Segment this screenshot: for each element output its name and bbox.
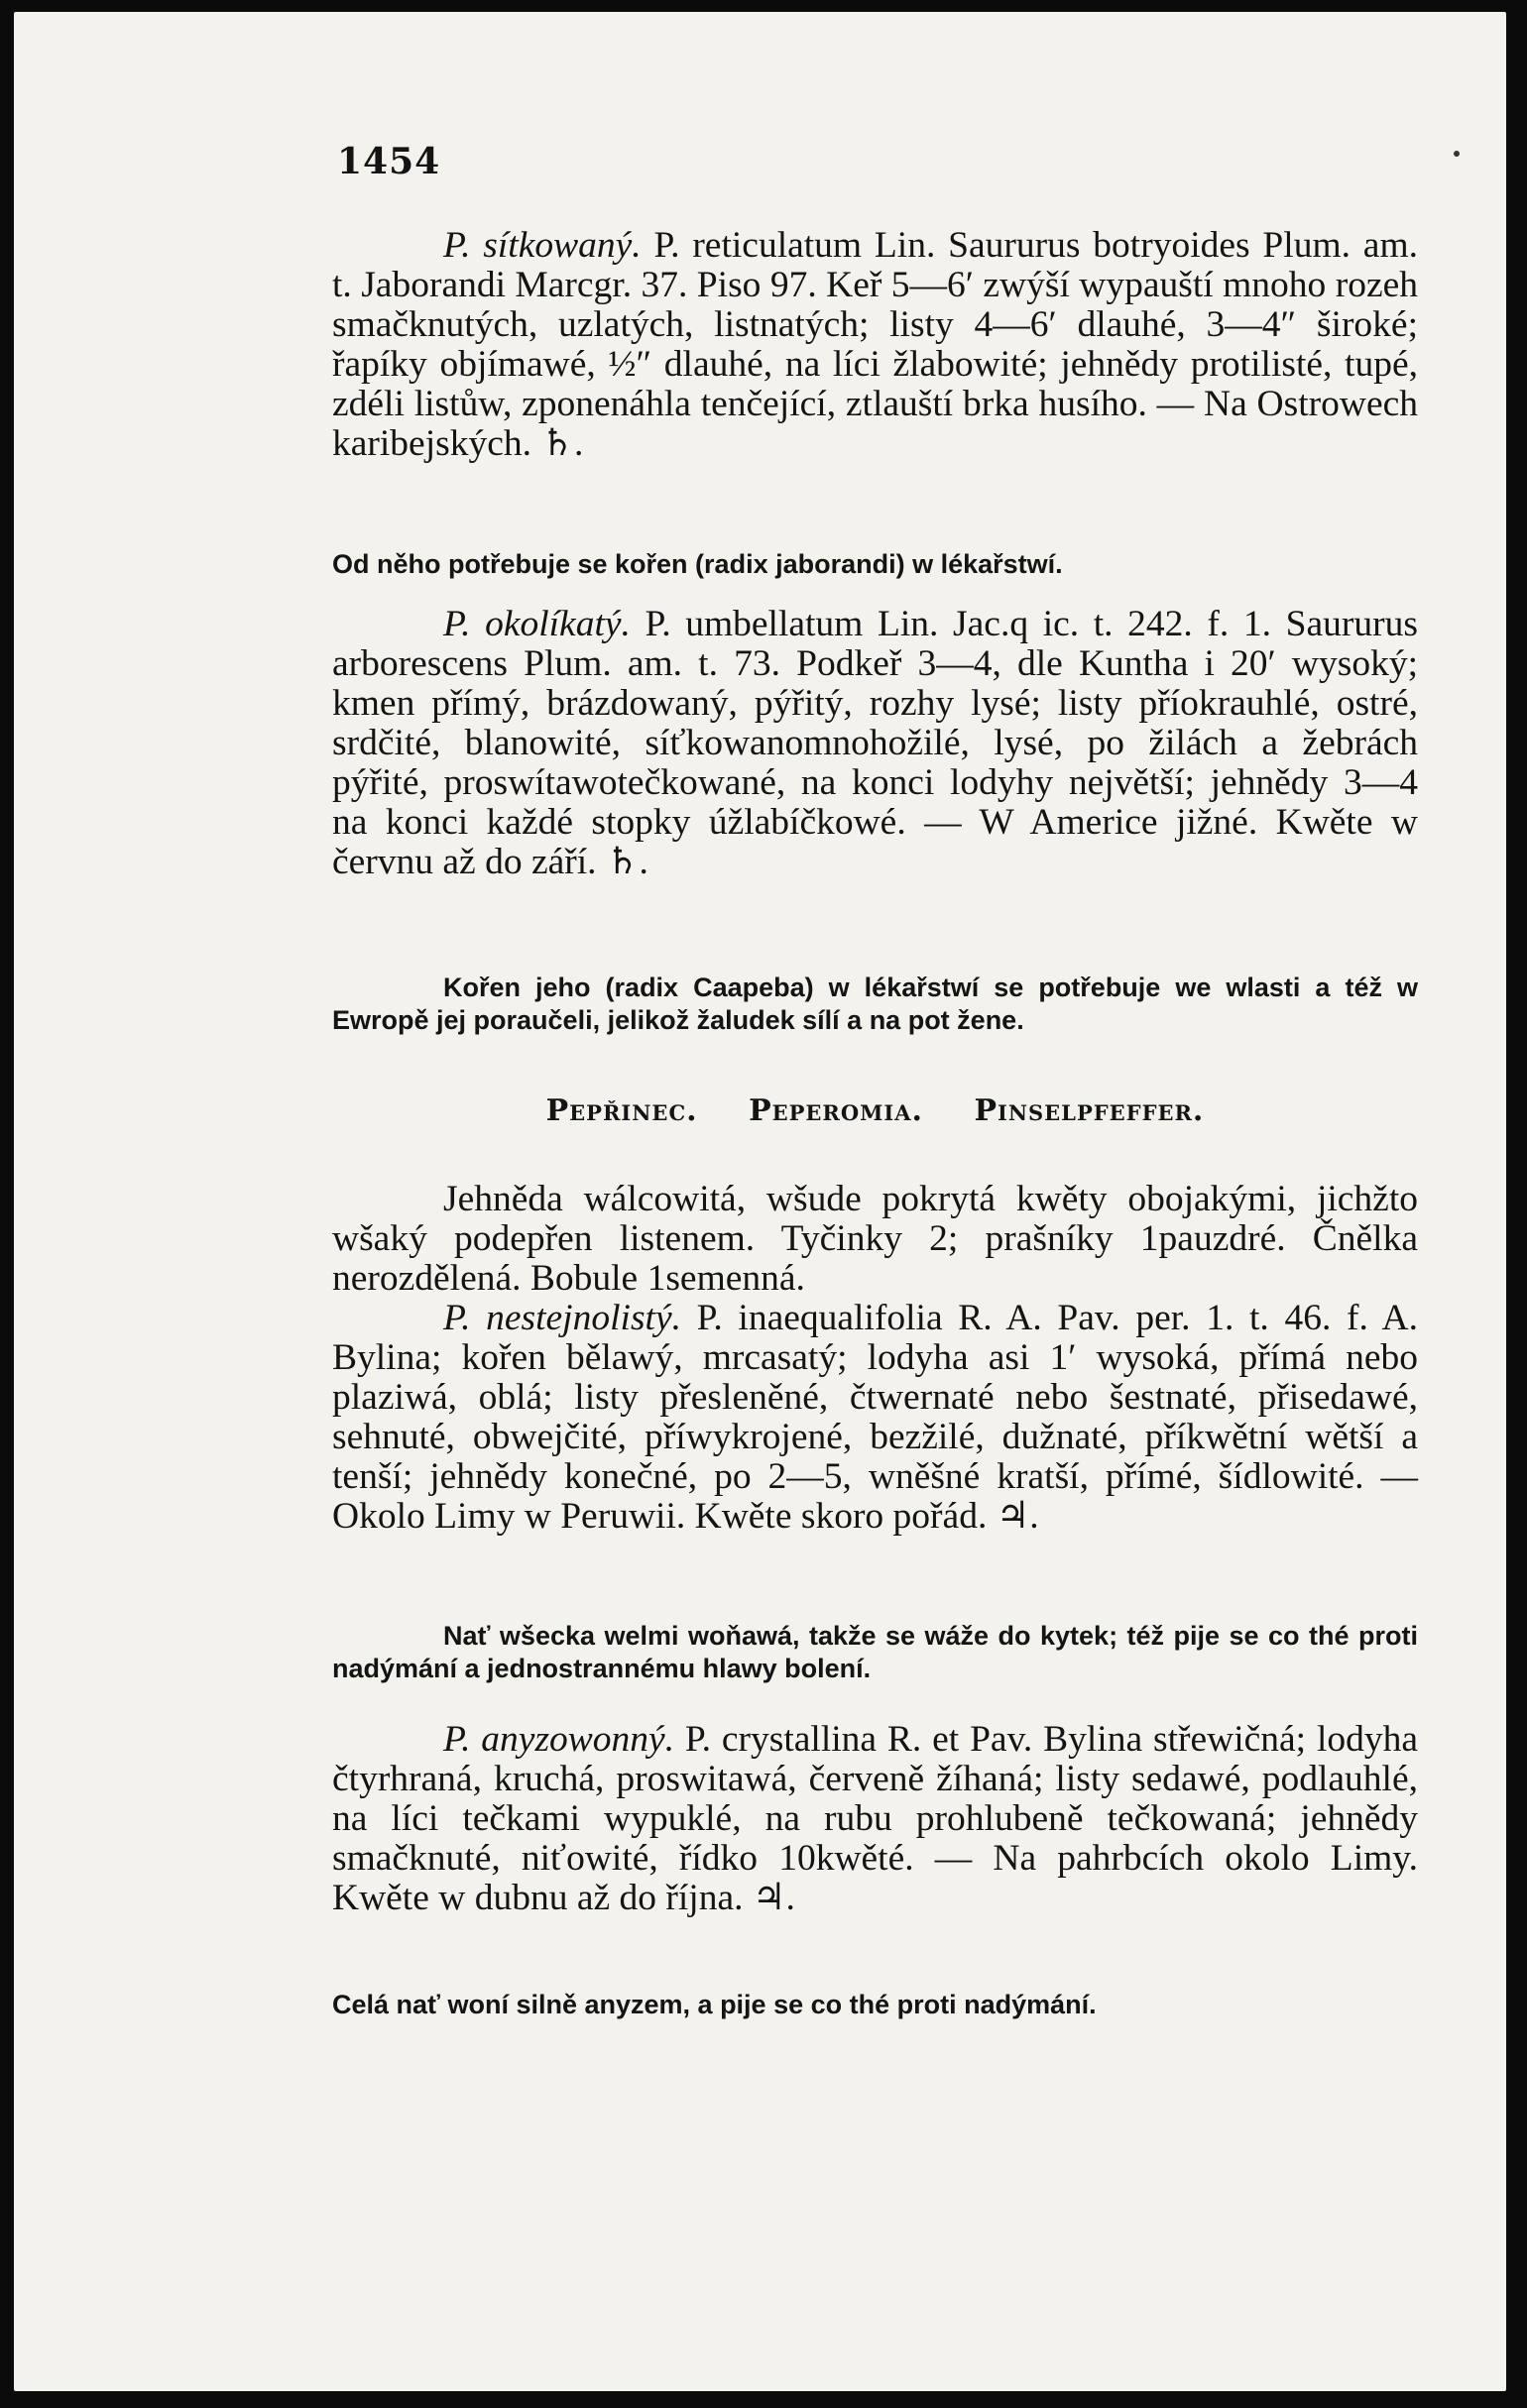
genus-german-name: Pinselpfeffer.	[974, 1093, 1205, 1128]
species-description: P. crystallina R. et Pav. Bylina střewičná; lodyha čtyrhraná, kruchá, proswitawá, červeně žíhaná; listy sedawé, podlauhlé, na líci tečkami wypuklé, na rubu prohlubeně tečkowaná; jehnědy smačknuté, niťowité, řídko 10kwěté. — Na pahrbcích okolo Limy. Kwěte w dubnu až do října. ♃.	[332, 1719, 1419, 1918]
species-entry-sitkowany	[332, 226, 1418, 464]
species-entry-nestejnolisty	[332, 1299, 1418, 1537]
species-name: P. sítkowaný.	[443, 225, 642, 266]
usage-note-text: Kořen jeho (radix Caapeba) w lékařstwí se potřebuje we wlasti a též w Ewropě jej poraučeli, jelikož žaludek sílí a na pot žene.	[332, 973, 1418, 1035]
usage-note	[332, 548, 1418, 581]
genus-latin-name: Peperomia.	[749, 1093, 923, 1128]
page-number: 1454	[337, 141, 441, 182]
species-entry-okolikaty	[332, 605, 1418, 882]
genus-czech-name: Pepřinec.	[545, 1093, 698, 1128]
species-name: P. nestejnolistý.	[443, 1298, 681, 1338]
usage-note-text: Celá nať woní silně anyzem, a pije se co thé proti nadýmání.	[332, 1990, 1097, 2019]
usage-note	[332, 1620, 1418, 1685]
species-description: P. umbellatum Lin. Jac.q ic. t. 242. f. 1. Saururus arborescens Plum. am. t. 73. Podkeř 3—4, dle Kuntha i 20′ wysoký; kmen přímý, brázdowaný, pýřitý, rozhy lysé; listy příokrauhlé, ostré, srdčité, blanowité, síťkowanomnohožilé, lysé, po žilách a žebrách pýřité, proswítawotečkowané, na konci lodyhy největší; jehnědy 3—4 na konci každé stopky úžlabíčkowé. — W Americe jižné. Kwěte w červnu až do září. ♄.	[332, 604, 1418, 882]
species-entry-anyzowonny	[332, 1720, 1418, 1918]
species-description: P. reticulatum Lin. Saururus botryoides Plum. am. t. Jaborandi Marcgr. 37. Piso 97. Keř 5—6′ zwýší wypauští mnoho rozeh smačknutých, uzlatých, listnatých; listy 4—6′ dlauhé, 3—4″ široké; řapíky objímawé, ½″ dlauhé, na líci žlabowité; jehnědy protilisté, tupé, zdéli listůw, zponenáhla tenčející, ztlauští brka husího. — Na Ostrowech karibejských. ♄.	[332, 225, 1418, 464]
ink-speck	[1454, 151, 1460, 157]
species-name: P. okolíkatý.	[443, 604, 631, 644]
usage-note-text: Nať wšecka welmi woňawá, takže se wáže do kytek; též pije se co thé proti nadýmání a jednostrannému hlawy bolení.	[332, 1621, 1418, 1683]
genus-header	[332, 1093, 1418, 1128]
genus-description	[332, 1180, 1418, 1299]
usage-note	[332, 1989, 1418, 2021]
usage-note-text: Od něho potřebuje se kořen (radix jaborandi) w lékařstwí.	[332, 549, 1063, 579]
genus-description-text: Jehněda wálcowitá, wšude pokrytá kwěty obojakými, jichžto wšaký podepřen listenem. Tyčinky 2; prašníky 1pauzdré. Čnělka nerozdělená. Bobule 1semenná.	[332, 1179, 1418, 1299]
usage-note	[332, 972, 1418, 1037]
species-name: P. anyzowonný.	[443, 1719, 675, 1760]
species-description: P. inaequalifolia R. A. Pav. per. 1. t. 46. f. A. Bylina; kořen bělawý, mrcasatý; lodyha asi 1′ wysoká, přímá nebo plaziwá, oblá; listy přesleněné, čtwernaté nebo šestnaté, přisedawé, sehnuté, obwejčité, příwykrojené, bezžilé, dužnaté, příkwětní wětší a tenší; jehnědy konečné, po 2—5, wněšné kratší, přímé, šídlowité. — Okolo Limy w Peruwii. Kwěte skoro pořád. ♃.	[332, 1298, 1418, 1537]
